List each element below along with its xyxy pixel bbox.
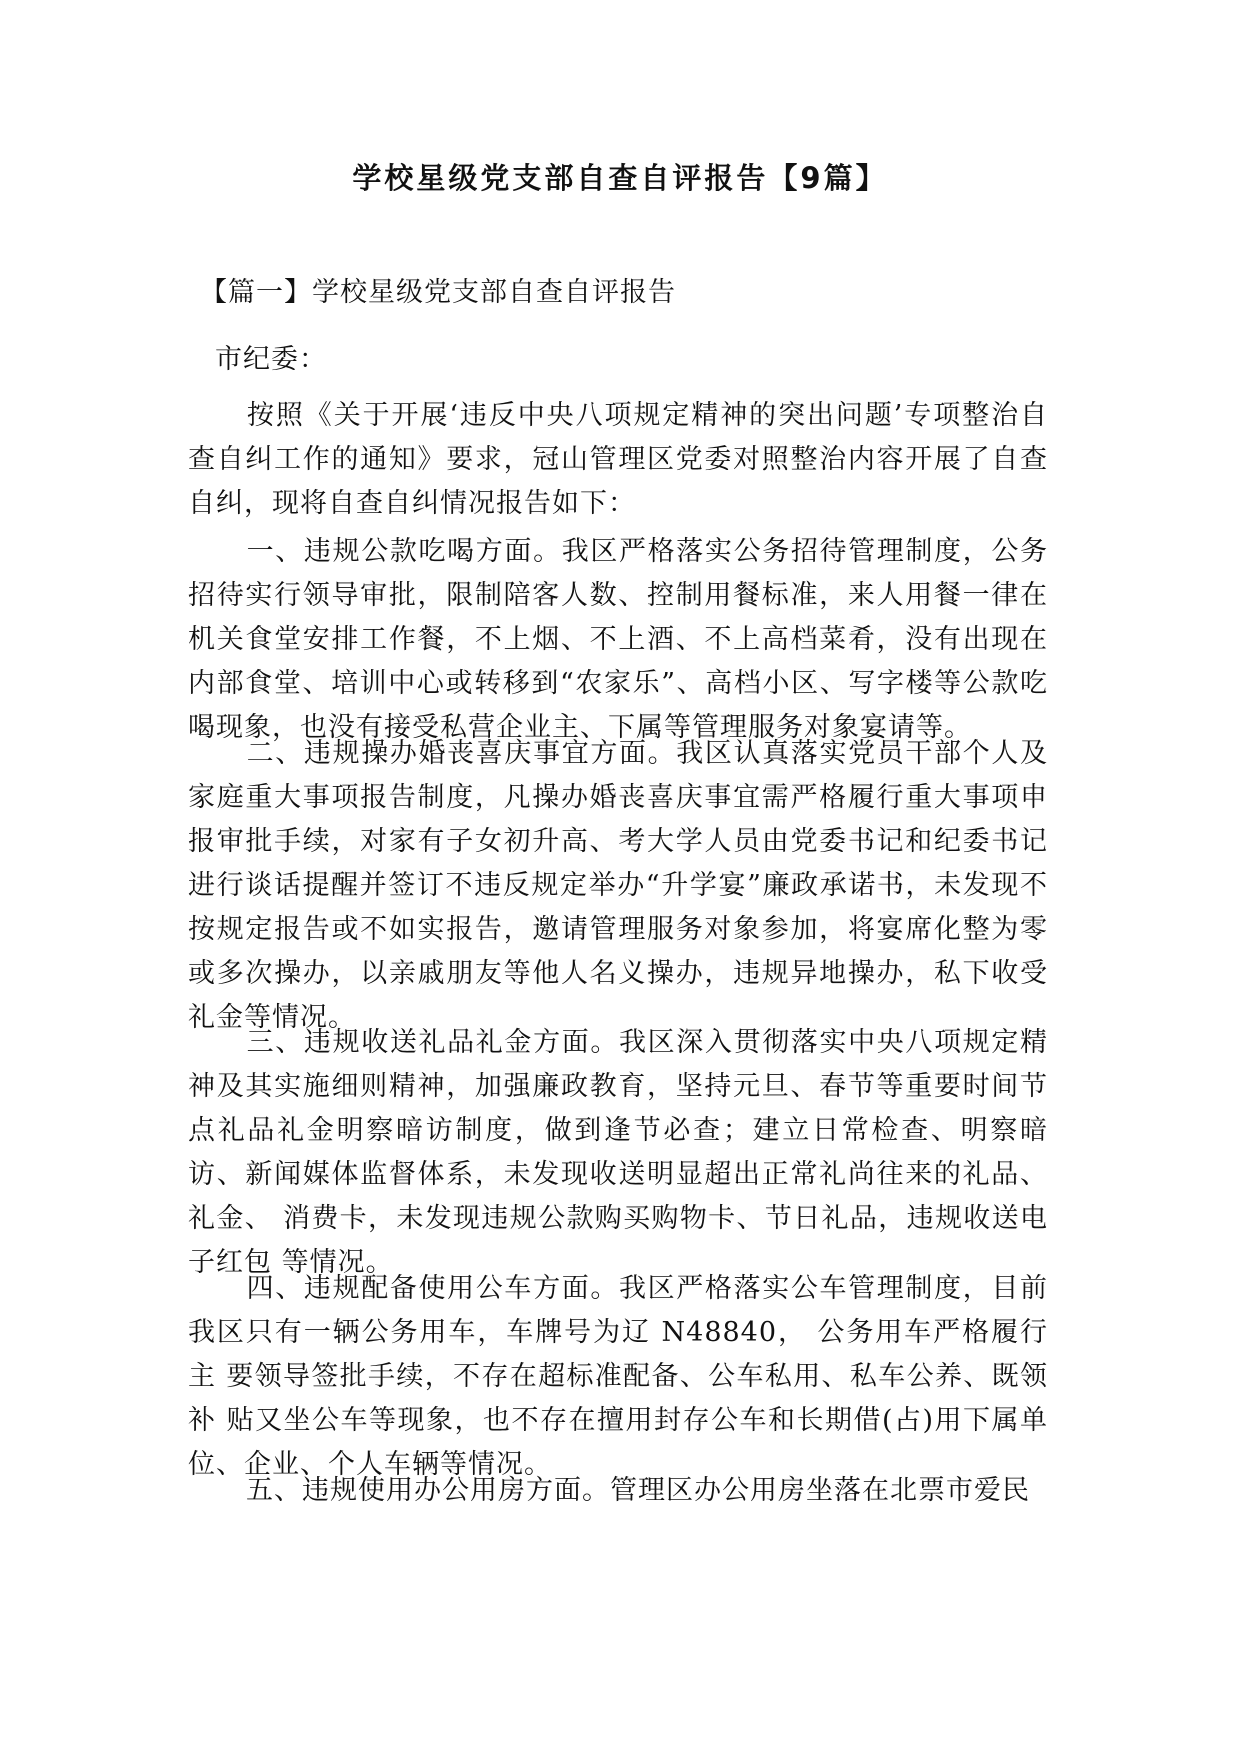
paragraph-section-3 [188, 1021, 1048, 1285]
salutation: 市纪委： [215, 344, 327, 375]
paragraph-text: 按照《关于开展‘违反中央八项规定精神的突出问题’专项整治自查自纠工作的通知》要求，冠山管理区党委对照整治内容开展了自查自纠，现将自查自纠情况报告如下： [188, 400, 1048, 519]
paragraph-section-2 [188, 732, 1048, 1040]
paragraph-section-1 [188, 530, 1048, 750]
paragraph-text: 二、违规操办婚丧喜庆事宜方面。我区认真落实党员干部个人及家庭重大事项报告制度，凡操办婚丧喜庆事宜需严格履行重大事项申报审批手续，对家有子女初升高、考大学人员由党委书记和纪委书记进行谈话提醒并签订不违反规定举办“升学宴”廉政承诺书，未发现不按规定报告或不如实报告，邀请管理服务对象参加，将宴席化整为零或多次操办，以亲戚朋友等他人名义操办，违规异地操办，私下收受礼金等情况。 [188, 738, 1048, 1033]
paragraph-intro [188, 394, 1048, 526]
paragraph-section-4 [188, 1267, 1048, 1487]
paragraph-section-5 [188, 1469, 1048, 1513]
paragraph-text: 四、违规配备使用公车方面。我区严格落实公车管理制度，目前我区只有一辆公务用车，车牌号为辽 N48840， 公务用车严格履行主 要领导签批手续，不存在超标准配备、公车私用、私车公养、既领补 贴又坐公车等现象，也不存在擅用封存公车和长期借(占)用下属单 位、企业、个人车辆等情况。 [188, 1273, 1048, 1480]
paragraph-text: 五、违规使用办公用房方面。管理区办公用房坐落在北票市爱民 [246, 1475, 1030, 1506]
paragraph-text: 一、违规公款吃喝方面。我区严格落实公务招待管理制度，公务招待实行领导审批，限制陪客人数、控制用餐标准，来人用餐一律在机关食堂安排工作餐，不上烟、不上酒、不上高档菜肴，没有出现在内部食堂、培训中心或转移到“农家乐”、高档小区、写字楼等公款吃喝现象，也没有接受私营企业主、下属等管理服务对象宴请等。 [188, 536, 1048, 743]
section-heading: 【篇一】学校星级党支部自查自评报告 [200, 277, 676, 308]
paragraph-text: 三、违规收送礼品礼金方面。我区深入贯彻落实中央八项规定精神及其实施细则精神，加强廉政教育，坚持元旦、春节等重要时间节点礼品礼金明察暗访制度，做到逢节必查；建立日常检查、明察暗访、新闻媒体监督体系，未发现收送明显超出正常礼尚往来的礼品、礼金、 消费卡，未发现违规公款购买购物卡、节日礼品，违规收送电子红包 等情况。 [188, 1027, 1048, 1278]
document-title: 学校星级党支部自查自评报告【9篇】 [352, 161, 888, 195]
